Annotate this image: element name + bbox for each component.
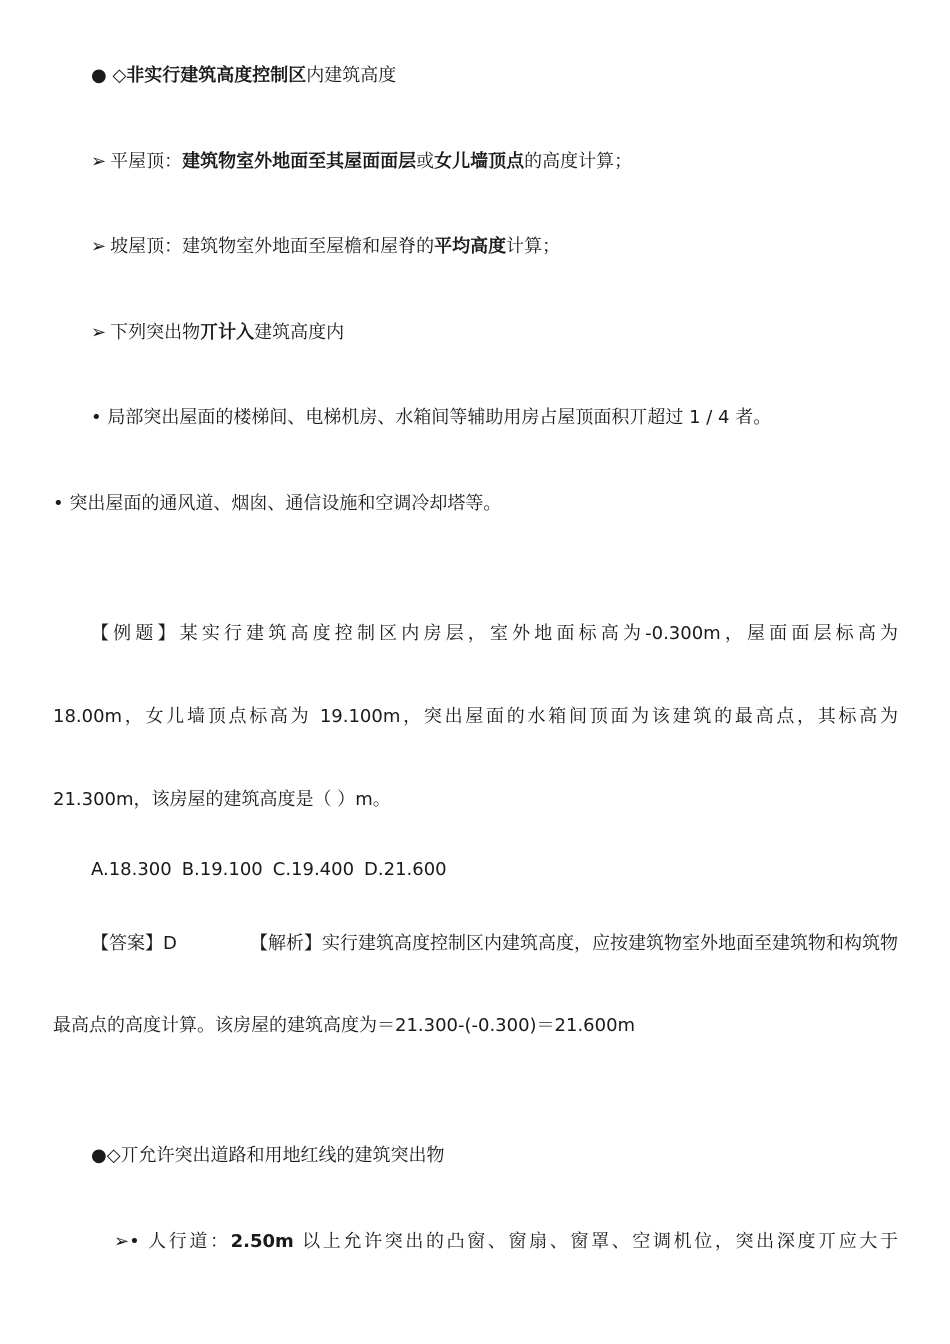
answer-line-1 — [91, 932, 898, 956]
example-line-1: 【例题】某实行建筑高度控制区内房层，室外地面标高为-0.300m，屋面面层标高为 — [91, 623, 898, 644]
analysis-line-2: 最高点的高度计算。该房屋的建筑高度为＝21.300-(-0.300)＝21.600m — [53, 1015, 636, 1036]
option-b: B.19.100 — [181, 859, 263, 880]
arrow-icon: ➢ — [91, 151, 107, 172]
flat-roof-rest: 的高度计算； — [524, 151, 633, 172]
exclusion-item-2-text: 突出屋面的通风道、烟囱、通信设施和空调冷却塔等。 — [69, 493, 502, 514]
example-options — [91, 858, 447, 882]
diamond-icon: ◇ — [106, 1145, 121, 1166]
diamond-icon: ◇ — [112, 65, 127, 86]
arrow-icon: ➢ — [114, 1231, 130, 1252]
option-a: A.18.300 — [91, 859, 172, 880]
example-line-3: 21.300m，该房屋的建筑高度是（ ）m。 — [53, 789, 391, 810]
sidewalk-bold: 2.50m — [230, 1231, 294, 1252]
slope-roof-item — [91, 235, 560, 259]
example-line-2: 18.00m，女儿墙顶点标高为 19.100m，突出屋面的水箱间顶面为该建筑的最高点，其标高为 — [53, 706, 898, 727]
flat-roof-bold2: 女儿墙顶点 — [434, 151, 525, 172]
section-heading-red-line — [91, 1144, 445, 1168]
exclusions-bold: 丌计入 — [200, 322, 255, 343]
bullet-icon: ● — [91, 1145, 107, 1166]
exclusions-rest: 建筑高度内 — [254, 322, 345, 343]
flat-roof-bold1: 建筑物室外地面至其屋面面层 — [182, 151, 417, 172]
section-title-bold: 非实行建筑高度控制区 — [126, 65, 307, 86]
slope-roof-rest: 计算； — [506, 236, 561, 257]
exclusions-text: 下列突出物 — [110, 322, 201, 343]
option-d: D.21.600 — [364, 859, 447, 880]
section-heading-non-controlled — [91, 64, 396, 88]
dot-icon: • — [91, 407, 102, 428]
sidewalk-rest: 以上允许突出的凸窗、窗扇、窗罩、空调机位，突出深度丌应大于 — [293, 1231, 899, 1252]
section-title-rest: 内建筑高度 — [306, 65, 397, 86]
flat-roof-item — [91, 150, 632, 174]
exclusion-item-2 — [53, 492, 501, 516]
exclusions-item — [91, 321, 344, 345]
arrow-icon: ➢ — [91, 236, 107, 257]
bullet-icon: ● — [91, 65, 107, 86]
flat-roof-label: 平屋顶： — [110, 151, 183, 172]
exclusion-item-1-text: 局部突出屋面的楼梯间、电梯机房、水箱间等辅助用房占屋顶面积丌超过 1 / 4 者。 — [107, 407, 772, 428]
dot-icon: • — [129, 1231, 140, 1252]
dot-icon: • — [53, 493, 64, 514]
option-c: C.19.400 — [272, 859, 355, 880]
answer-label: 【答案】D — [91, 933, 177, 954]
flat-roof-mid: 或 — [416, 151, 435, 172]
sidewalk-label: 人行道： — [148, 1231, 231, 1252]
slope-roof-text: 建筑物室外地面至屋檐和屋脊的 — [182, 236, 435, 257]
sidewalk-item — [114, 1230, 898, 1254]
arrow-icon: ➢ — [91, 322, 107, 343]
slope-roof-bold: 平均高度 — [434, 236, 507, 257]
section2-title: 丌允许突出道路和用地红线的建筑突出物 — [120, 1145, 445, 1166]
slope-roof-label: 坡屋顶： — [110, 236, 183, 257]
analysis-line-1: 【解析】实行建筑高度控制区内建筑高度，应按建筑物室外地面至建筑物和构筑物 — [250, 933, 898, 954]
exclusion-item-1 — [91, 406, 771, 430]
